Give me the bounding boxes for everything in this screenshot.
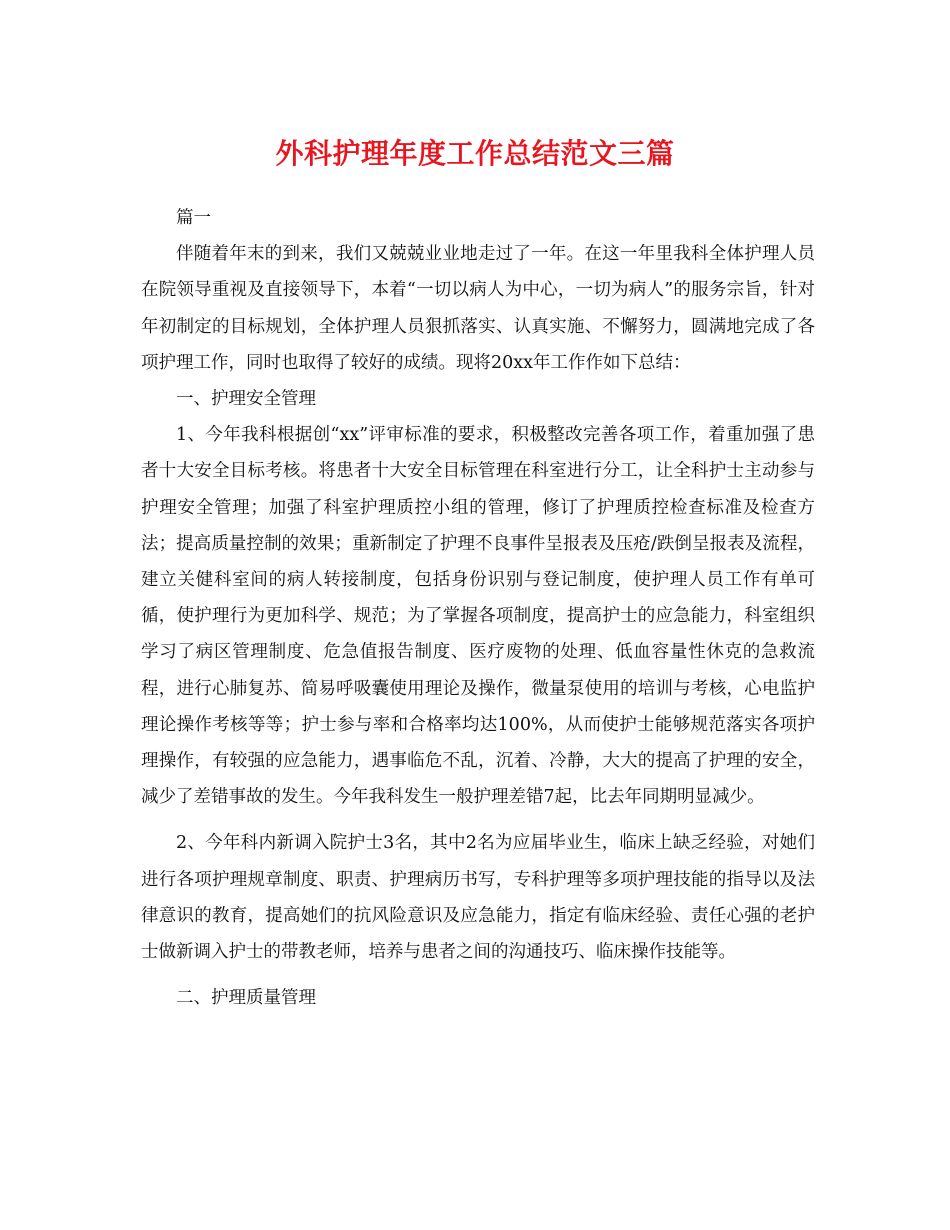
document-body — [141, 200, 815, 1016]
intro-paragraph: 伴随着年末的到来，我们又兢兢业业地走过了一年。在这一年里我科全体护理人员在院领导重视及直接领导下，本着“一切以病人为中心，一切为病人”的服务宗旨，针对年初制定的目标规划，全体护理人员狠抓落实、认真实施、不懈努力，圆满地完成了各项护理工作，同时也取得了较好的成绩。现将20xx年工作作如下总结： — [141, 244, 815, 373]
document-title: 外科护理年度工作总结范文三篇 — [275, 137, 675, 170]
section-heading-safety: 一、护理安全管理 — [176, 389, 316, 410]
paragraph-item-2: 2、今年科内新调入院护士3名，其中2名为应届毕业生，临床上缺乏经验，对她们进行各项护理规章制度、职责、护理病历书写，专科护理等多项护理技能的指导以及法律意识的教育，提高她们的抗风险意识及应急能力，指定有临床经验、责任心强的老护士做新调入护士的带教老师，培养与患者之间的沟通技巧、临床操作技能等。 — [141, 833, 815, 963]
section-heading-quality: 二、护理质量管理 — [176, 988, 316, 1009]
section-label: 篇一 — [176, 208, 211, 228]
paragraph-item-1: 1、今年我科根据创“xx”评审标准的要求，积极整改完善各项工作，着重加强了患者十大安全目标考核。将患者十大安全目标管理在科室进行分工，让全科护士主动参与护理安全管理；加强了科室护理质控小组的管理，修订了护理质控检查标准及检查方法；提高质量控制的效果；重新制定了护理不良事件呈报表及压疮/跌倒呈报表及流程，建立关健科室间的病人转接制度，包括身份识别与登记制度，使护理人员工作有单可循，使护理行为更加科学、规范；为了掌握各项制度，提高护士的应急能力，科室组织学习了病区管理制度、危急值报告制度、医疗废物的处理、低血容量性休克的急救流程，进行心肺复苏、简易呼吸囊使用理论及操作，微量泵使用的培训与考核，心电监护理论操作考核等等；护士参与率和合格率均达100%，从而使护士能够规范落实各项护理操作，有较强的应急能力，遇事临危不乱，沉着、冷静，大大的提高了护理的安全，减少了差错事故的发生。今年我科发生一般护理差错7起，比去年同期明显减少。 — [141, 425, 815, 808]
